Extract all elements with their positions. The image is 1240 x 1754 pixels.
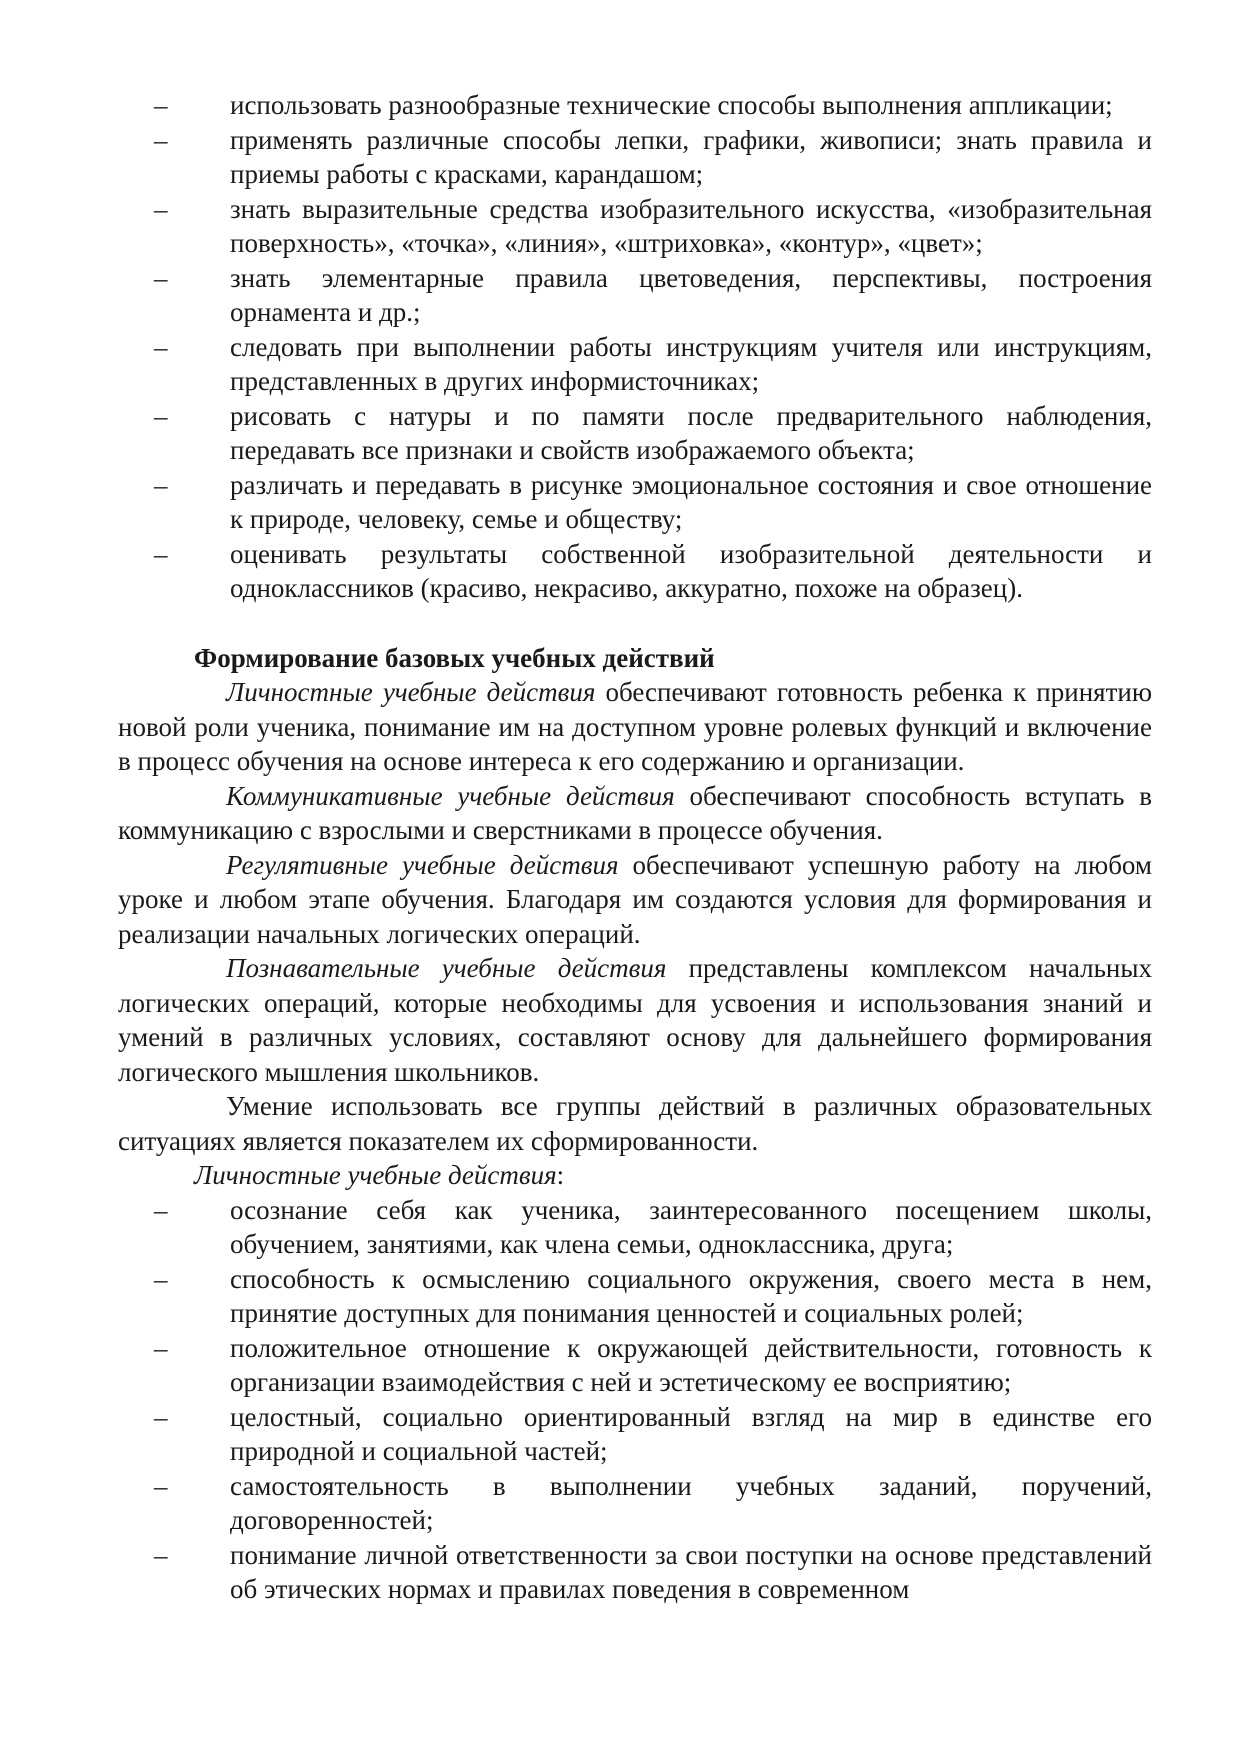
dash-marker: – — [154, 1401, 168, 1432]
list-item-text: использовать разнообразные технические способы выполнения аппликации; — [230, 90, 1113, 120]
sublist-label-term: Личностные учебные действия — [194, 1160, 557, 1190]
paragraph-text: обеспечивают успешную работу на любом уроке и любом этапе обучения. Благодаря им создаются условия для формирования и реализации начальных логических операций. — [118, 849, 1153, 949]
dash-marker: – — [154, 262, 168, 293]
paragraph-term: Регулятивные учебные действия — [226, 849, 619, 880]
paragraph-term: Коммуникативные учебные действия — [226, 780, 675, 811]
dash-marker: – — [154, 1470, 168, 1501]
dash-marker: – — [154, 1263, 168, 1294]
list-item-text: рисовать с натуры и по памяти после предварительного наблюдения, передавать все признаки и свойств изображаемого объекта; — [230, 400, 1152, 465]
dash-marker: – — [154, 331, 168, 362]
dash-marker: – — [154, 469, 168, 500]
dash-marker: – — [154, 124, 168, 155]
dash-marker: – — [154, 90, 168, 120]
dash-marker: – — [154, 400, 168, 431]
list-item — [154, 1538, 1152, 1607]
list-item — [154, 123, 1152, 192]
list-item — [154, 1331, 1152, 1400]
list-item-text: оценивать результаты собственной изобразительной деятельности и одноклассников (красиво, некрасиво, аккуратно, похоже на образец). — [230, 538, 1152, 603]
list-item — [154, 88, 1152, 123]
paragraph-cognitive — [118, 951, 1152, 1089]
list-item — [154, 1262, 1152, 1331]
list-item — [154, 1469, 1152, 1538]
list-item — [154, 192, 1152, 261]
skills-list — [118, 88, 1152, 606]
dash-marker: – — [154, 1194, 168, 1225]
list-item — [154, 1400, 1152, 1469]
paragraph-communicative — [118, 779, 1152, 848]
paragraph-summary — [118, 1089, 1152, 1158]
list-item-text: применять различные способы лепки, графики, живописи; знать правила и приемы работы с красками, карандашом; — [230, 124, 1152, 189]
list-item — [154, 1193, 1152, 1262]
paragraph-regulative — [118, 848, 1152, 952]
paragraph-text: обеспечивают готовность ребенка к принятию новой роли ученика, понимание им на доступном уровне ролевых функций и включение в процесс обучения на основе интереса к его содержанию и организации. — [118, 677, 1152, 776]
list-item-text: способность к осмыслению социального окружения, своего места в нем, принятие доступных для понимания ценностей и социальных ролей; — [230, 1263, 1152, 1328]
list-item-text: осознание себя как ученика, заинтересованного посещением школы, обучением, занятиями, как члена семьи, одноклассника, друга; — [230, 1194, 1152, 1259]
list-item-text: следовать при выполнении работы инструкциям учителя или инструкциям, представленных в других информисточниках; — [230, 331, 1152, 396]
list-item — [154, 468, 1152, 537]
list-item — [154, 537, 1152, 606]
sublist-label-suffix: : — [556, 1160, 565, 1190]
list-item-text: знать элементарные правила цветоведения, перспективы, построения орнамента и др.; — [230, 262, 1152, 327]
section-heading: Формирование базовых учебных действий — [194, 642, 715, 673]
list-item-text: понимание личной ответственности за свои поступки на основе представлений об этических нормах и правилах поведения в современном — [230, 1539, 1152, 1604]
sublist-label — [194, 1158, 1152, 1193]
document-page — [118, 88, 1152, 1607]
dash-marker: – — [154, 538, 168, 569]
list-item-text: различать и передавать в рисунке эмоциональное состояния и свое отношение к природе, человеку, семье и обществу; — [230, 469, 1152, 534]
personal-actions-list — [118, 1193, 1152, 1607]
list-item-text: целостный, социально ориентированный взгляд на мир в единстве его природной и социальной частей; — [230, 1401, 1152, 1466]
list-item-text: положительное отношение к окружающей действительности, готовность к организации взаимодействия с ней и эстетическому ее восприятию; — [230, 1332, 1152, 1397]
dash-marker: – — [154, 193, 168, 224]
dash-marker: – — [154, 1332, 168, 1363]
paragraph-personal — [118, 675, 1152, 779]
list-item-text: самостоятельность в выполнении учебных заданий, поручений, договоренностей; — [230, 1470, 1152, 1535]
paragraph-term: Познавательные учебные действия — [226, 953, 667, 983]
paragraph-text: представлены комплексом начальных логических операций, которые необходимы для усвоения и использования знаний и умений в различных условиях, составляют основу для дальнейшего формирования логического мышления школьников. — [118, 953, 1152, 1087]
dash-marker: – — [154, 1539, 168, 1570]
paragraph-text: обеспечивают способность вступать в коммуникацию с взрослыми и сверстниками в процессе обучения. — [118, 780, 1152, 845]
list-item — [154, 330, 1152, 399]
list-item — [154, 261, 1152, 330]
list-item-text: знать выразительные средства изобразительного искусства, «изобразительная поверхность», «точка», «линия», «штриховка», «контур», «цвет»; — [230, 193, 1152, 258]
paragraph-term: Личностные учебные действия — [226, 677, 596, 707]
list-item — [154, 399, 1152, 468]
paragraph-text: Умение использовать все группы действий в различных образовательных ситуациях является показателем их сформированности. — [118, 1091, 1152, 1156]
